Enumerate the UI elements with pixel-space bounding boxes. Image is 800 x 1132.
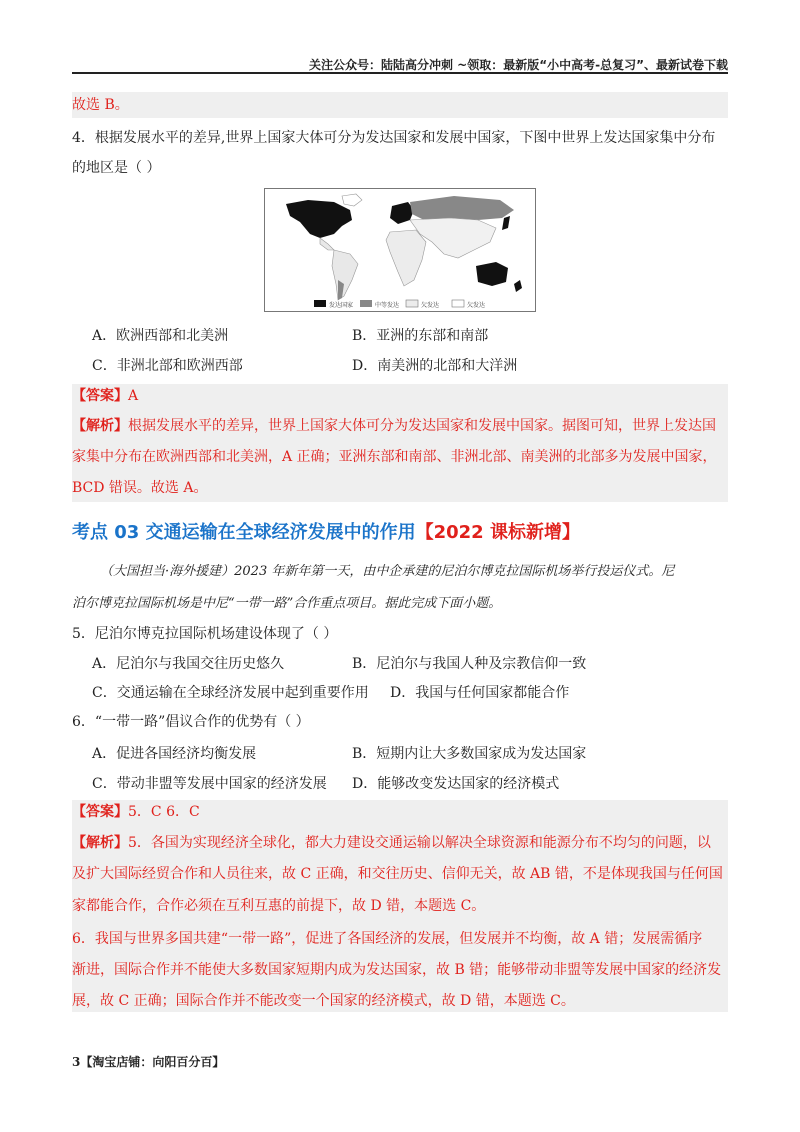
top-answer: 故选 B。 (72, 97, 129, 113)
q5-analysis-text1: 5．各国为实现经济全球化，都大力建设交通运输以解决全球资源和能源分布不均匀的问题，以 (128, 835, 711, 851)
world-development-map (264, 188, 536, 312)
q5-analysis-line3: 家都能合作，合作必须在互利互惠的前提下，故 D 错，本题选 C。 (72, 898, 486, 914)
header-rule (72, 72, 728, 74)
australia-shape (476, 262, 508, 286)
q6-option-d: D．能够改变发达国家的经济模式 (352, 776, 560, 792)
legend-swatch-less (406, 300, 418, 307)
q4-analysis-line3: BCD 错误。故选 A。 (72, 480, 208, 496)
q56-analysis-tag: 【解析】 (72, 835, 128, 851)
legend-label-medium: 中等发达 (375, 302, 400, 309)
q6-option-a: A．促进各国经济均衡发展 (92, 746, 257, 762)
q4-stem-line2: 的地区是（ ） (72, 160, 161, 176)
q5-option-a: A．尼泊尔与我国交往历史悠久 (92, 656, 285, 672)
q4-analysis-tag: 【解析】 (72, 418, 128, 434)
q4-option-c: C．非洲北部和欧洲西部 (92, 358, 243, 374)
q4-option-a: A．欧洲西部和北美洲 (92, 328, 229, 344)
q6-analysis-line1: 6．我国与世界多国共建“一带一路”，促进了各国经济的发展，但发展并不均衡，故 A 错；发展需循序 (72, 931, 703, 947)
page-header: 关注公众号：陆陆高分冲刺 ~领取：最新版“小中高考-总复习”、最新试卷下载 (309, 58, 728, 72)
legend-swatch-medium (360, 300, 372, 307)
legend-swatch-least (452, 300, 464, 307)
intro-line1: （大国担当·海外援建）2023 年新年第一天，由中企承建的尼泊尔博克拉国际机场举行投运仪式。尼 (100, 564, 675, 579)
q5-analysis-line1 (72, 833, 711, 853)
q5-option-c: C．交通运输在全球经济发展中起到重要作用 (92, 685, 369, 701)
answer-shade-top (72, 92, 728, 118)
q4-answer-value: A (128, 388, 139, 404)
q4-analysis-line1 (72, 416, 716, 436)
legend-label-least: 欠发达 (467, 302, 486, 309)
q5-option-d: D．我国与任何国家都能合作 (390, 685, 570, 701)
q6-stem: 6．“一带一路”倡议合作的优势有（ ） (72, 714, 310, 730)
q4-answer-tag: 【答案】 (72, 388, 128, 404)
legend-label-less: 欠发达 (421, 302, 440, 309)
q4-analysis-text1: 根据发展水平的差异，世界上国家大体可分为发达国家和发展中国家。据图可知，世界上发达国 (128, 418, 716, 434)
page-footer: 3【淘宝店铺：向阳百分百】 (72, 1055, 225, 1069)
q6-analysis-line2: 渐进，国际合作并不能使大多数国家短期内成为发达国家，故 B 错；能够带动非盟等发展中国家的经济发 (72, 962, 722, 978)
legend-label-developed: 发达国家 (329, 302, 354, 309)
intro-line2: 泊尔博克拉国际机场是中尼“一带一路”合作重点项目。据此完成下面小题。 (72, 596, 502, 611)
section-title: 考点 03 交通运输在全球经济发展中的作用 (72, 522, 416, 543)
q5-analysis-line2: 及扩大国际经贸合作和人员往来，故 C 正确，和交往历史、信仰无关，故 AB 错，不是体现我国与任何国 (72, 866, 723, 882)
q5-option-b: B．尼泊尔与我国人种及宗教信仰一致 (352, 656, 587, 672)
q6-option-b: B．短期内让大多数国家成为发达国家 (352, 746, 587, 762)
q6-option-c: C．带动非盟等发展中国家的经济发展 (92, 776, 327, 792)
section-heading (72, 518, 580, 544)
q56-answer-tag: 【答案】 (72, 804, 128, 820)
q4-option-d: D．南美洲的北部和大洋洲 (352, 358, 518, 374)
legend-swatch-developed (314, 300, 326, 307)
q4-answer (72, 386, 138, 406)
q4-analysis-line2: 家集中分布在欧洲西部和北美洲，A 正确；亚洲东部和南部、非洲北部、南美洲的北部多为发展中国家， (72, 449, 717, 465)
section-tag: 【2022 课标新增】 (415, 522, 580, 543)
q4-stem-line1: 4．根据发展水平的差异,世界上国家大体可分为发达国家和发展中国家，下图中世界上发达国家集中分布 (72, 130, 716, 146)
q56-answer (72, 802, 200, 822)
q4-option-b: B．亚洲的东部和南部 (352, 328, 489, 344)
q56-answer-values: 5．C 6．C (128, 804, 200, 820)
q6-analysis-line3: 展，故 C 正确；国际合作并不能改变一个国家的经济模式，故 D 错，本题选 C。 (72, 993, 575, 1009)
q5-stem: 5．尼泊尔博克拉国际机场建设体现了（ ） (72, 626, 338, 642)
